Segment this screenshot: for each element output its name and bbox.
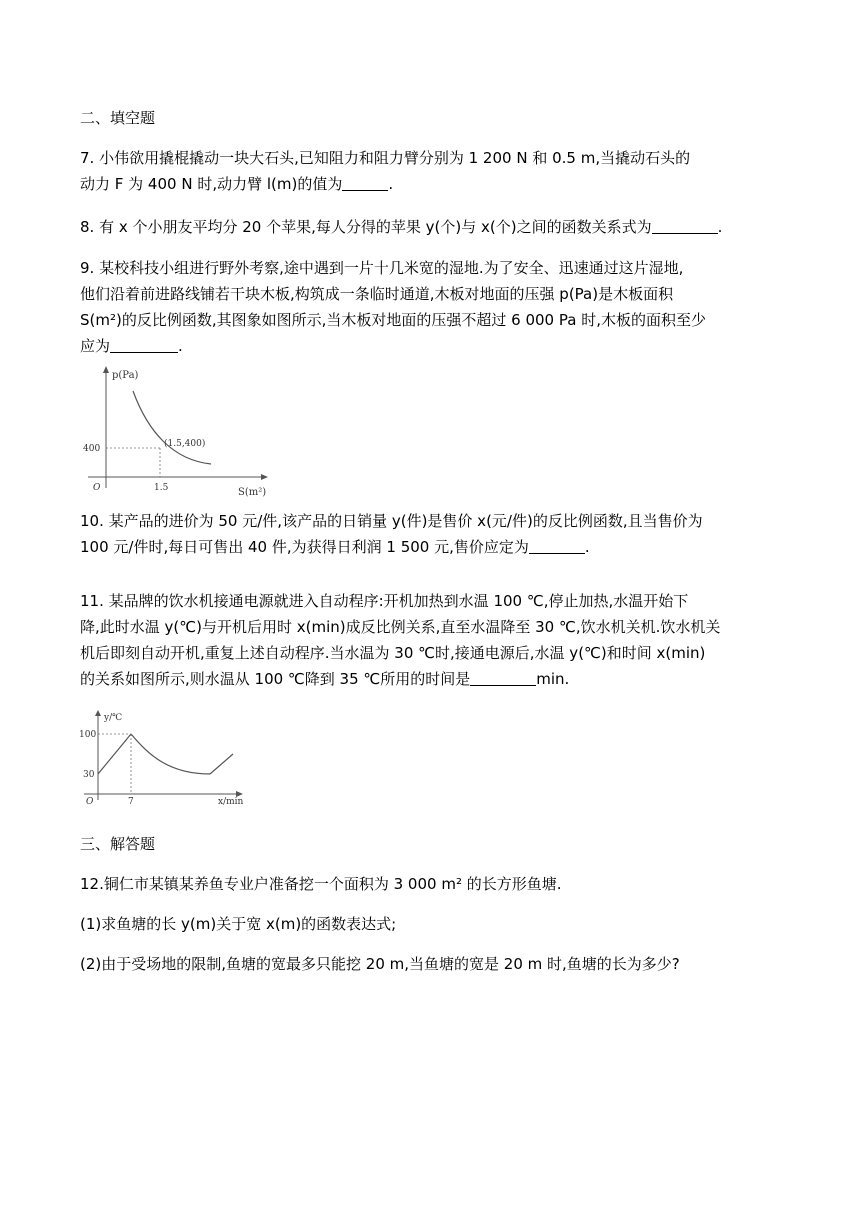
graph1-x-axis-label: S(m²) (238, 487, 267, 498)
question-11 (80, 588, 780, 692)
graph2-y-tick-top: 100 (79, 730, 97, 740)
section-heading-fill-in: 二、填空题 (80, 109, 156, 127)
question-11-line-4: 的关系如图所示,则水温从 100 ℃降到 35 ℃所用的时间是 min. (80, 670, 570, 688)
question-9 (80, 255, 780, 359)
pressure-area-graph (78, 362, 278, 502)
answer-blank[interactable] (470, 669, 536, 686)
graph2-y-tick-bottom: 30 (83, 770, 95, 780)
question-10-line-1: 10. 某产品的进价为 50 元/件,该产品的日销量 y(件)是售价 x(元/件)的反比例函数,且当售价为 (80, 512, 703, 530)
question-10 (80, 508, 780, 560)
question-9-line-1: 9. 某校科技小组进行野外考察,途中遇到一片十几米宽的湿地.为了安全、迅速通过这片湿地, (80, 259, 684, 277)
question-10-line-2: 100 元/件时,每日可售出 40 件,为获得日利润 1 500 元,售价应定为 . (80, 538, 590, 556)
answer-blank[interactable] (110, 336, 178, 353)
answer-blank[interactable] (342, 174, 388, 191)
question-12-part-2 (80, 951, 780, 977)
question-7 (80, 145, 780, 197)
question-11-line-3: 机后即刻自动开机,重复上述自动程序.当水温为 30 ℃时,接通电源后,水温 y(℃)和时间 x(min) (80, 644, 706, 662)
question-7-line-2: 动力 F 为 400 N 时,动力臂 l(m)的值为 . (80, 175, 394, 193)
graph2-x-tick: 7 (128, 797, 134, 807)
question-12-part-2-text: (2)由于受场地的限制,鱼塘的宽最多只能挖 20 m,当鱼塘的宽是 20 m 时,鱼塘的长为多少? (80, 955, 680, 973)
question-8 (80, 214, 780, 240)
question-12 (80, 871, 780, 897)
section-heading-solutions: 三、解答题 (80, 835, 156, 853)
graph2-y-axis-label: y/℃ (104, 713, 123, 723)
question-7-line-1: 7. 小伟欲用撬棍撬动一块大石头,已知阻力和阻力臂分别为 1 200 N 和 0.5 m,当撬动石头的 (80, 149, 691, 167)
graph1-y-tick: 400 (83, 444, 101, 454)
graph2-origin: O (86, 797, 94, 807)
graph1-x-tick: 1.5 (154, 483, 169, 493)
question-11-line-2: 降,此时水温 y(℃)与开机后用时 x(min)成反比例关系,直至水温降至 30 ℃,饮水机关机.饮水机关 (80, 618, 721, 636)
graph1-y-axis-label: p(Pa) (112, 370, 139, 381)
question-12-part-1-text: (1)求鱼塘的长 y(m)关于宽 x(m)的函数表达式; (80, 915, 397, 933)
question-9-line-4: 应为 . (80, 337, 183, 355)
question-9-line-3: S(m²)的反比例函数,其图象如图所示,当木板对地面的压强不超过 6 000 Pa 时,木板的面积至少 (80, 311, 706, 329)
graph2-x-axis-label: x/min (218, 797, 244, 807)
question-12-line-1: 12.铜仁市某镇某养鱼专业户准备挖一个面积为 3 000 m² 的长方形鱼塘. (80, 875, 562, 893)
answer-blank[interactable] (529, 537, 585, 554)
water-temperature-graph (78, 706, 258, 810)
graph1-origin: O (93, 483, 101, 493)
graph1-point-label: (1.5,400) (164, 439, 206, 449)
answer-blank[interactable] (652, 217, 718, 234)
question-8-line-1: 8. 有 x 个小朋友平均分 20 个苹果,每人分得的苹果 y(个)与 x(个)之间的函数关系式为 . (80, 218, 723, 236)
question-9-line-2: 他们沿着前进路线铺若干块木板,构筑成一条临时通道,木板对地面的压强 p(Pa)是木板面积 (80, 285, 674, 303)
question-11-line-1: 11. 某品牌的饮水机接通电源就进入自动程序:开机加热到水温 100 ℃,停止加热,水温开始下 (80, 592, 689, 610)
question-12-part-1 (80, 911, 780, 937)
